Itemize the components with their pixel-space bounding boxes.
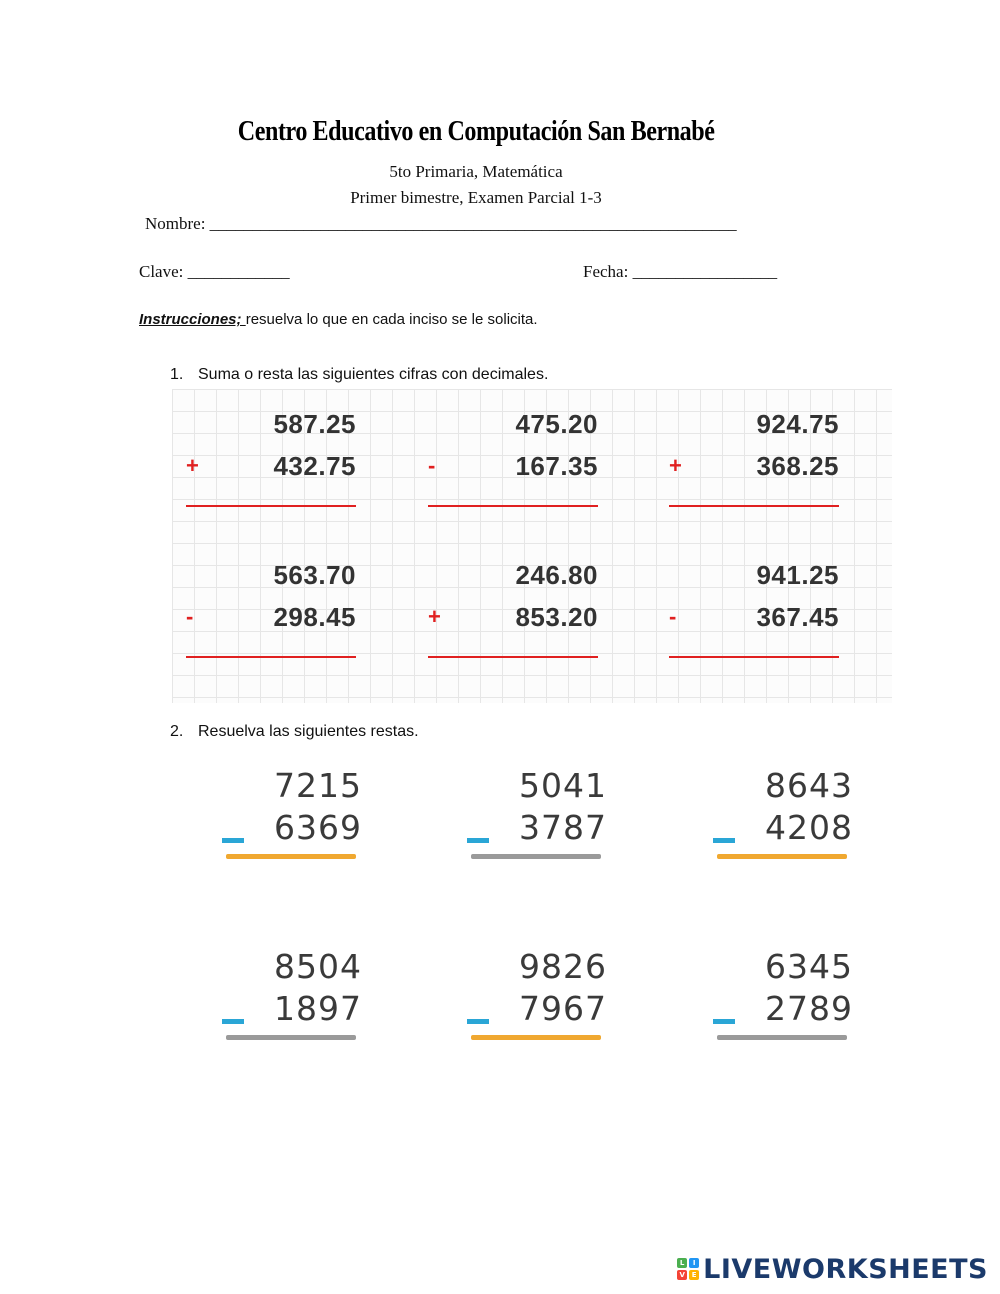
liveworksheets-logo-icon bbox=[677, 1258, 699, 1280]
answer-line bbox=[717, 854, 847, 859]
answer-line bbox=[226, 1035, 356, 1040]
minus-sign-icon bbox=[222, 838, 244, 843]
logo-block: V bbox=[677, 1270, 687, 1280]
decimal-problem-6-bottom: 367.45 bbox=[756, 602, 839, 632]
answer-line bbox=[186, 656, 356, 658]
subtraction-problem-4[interactable] bbox=[222, 947, 362, 1057]
subtraction-problem-6-top: 6345 bbox=[765, 947, 853, 986]
subtraction-problem-1[interactable] bbox=[222, 766, 362, 876]
question-1-number: 1. bbox=[170, 366, 184, 383]
instructions-text: resuelva lo que en cada inciso se le solicita. bbox=[245, 311, 538, 328]
decimal-problem-1[interactable] bbox=[186, 409, 386, 529]
logo-block: E bbox=[689, 1270, 699, 1280]
decimal-problem-3[interactable] bbox=[669, 409, 869, 529]
question-1 bbox=[170, 366, 548, 384]
question-2-number: 2. bbox=[170, 723, 184, 740]
minus-sign-icon bbox=[713, 1019, 735, 1024]
logo-block: I bbox=[689, 1258, 699, 1268]
minus-sign-icon bbox=[713, 838, 735, 843]
grade-subject: 5to Primaria, Matemática bbox=[389, 162, 563, 181]
liveworksheets-logo[interactable] bbox=[677, 1252, 988, 1286]
subtraction-problem-4-top: 8504 bbox=[274, 947, 362, 986]
school-title: Centro Educativo en Computación San Bernabé bbox=[237, 116, 715, 147]
exam-title: Primer bimestre, Examen Parcial 1-3 bbox=[350, 188, 602, 207]
subtraction-problem-3-bottom: 4208 bbox=[765, 808, 853, 847]
decimal-problem-3-top: 924.75 bbox=[756, 409, 839, 439]
answer-line bbox=[428, 505, 598, 507]
decimal-problem-5[interactable] bbox=[428, 560, 628, 680]
decimal-problem-4-bottom: 298.45 bbox=[273, 602, 356, 632]
answer-line bbox=[669, 505, 839, 507]
decimal-problem-2-bottom: 167.35 bbox=[515, 451, 598, 481]
decimal-problem-5-bottom: 853.20 bbox=[515, 602, 598, 632]
subtraction-problem-6[interactable] bbox=[713, 947, 853, 1057]
subtraction-problem-3[interactable] bbox=[713, 766, 853, 876]
subtraction-problem-2-top: 5041 bbox=[519, 766, 607, 805]
decimal-problem-4-top: 563.70 bbox=[273, 560, 356, 590]
subtraction-problem-5-bottom: 7967 bbox=[519, 989, 607, 1028]
decimal-problem-5-top: 246.80 bbox=[515, 560, 598, 590]
minus-sign-icon bbox=[467, 838, 489, 843]
answer-line bbox=[717, 1035, 847, 1040]
minus-sign: - bbox=[186, 604, 194, 629]
answer-line bbox=[226, 854, 356, 859]
subtraction-problem-5[interactable] bbox=[467, 947, 607, 1057]
fecha-field[interactable]: Fecha: _________________ bbox=[583, 262, 778, 281]
subtraction-problem-1-bottom: 6369 bbox=[274, 808, 362, 847]
logo-block: L bbox=[677, 1258, 687, 1268]
decimal-problem-6-top: 941.25 bbox=[756, 560, 839, 590]
plus-sign: + bbox=[428, 604, 441, 629]
subtraction-problem-2[interactable] bbox=[467, 766, 607, 876]
answer-line bbox=[428, 656, 598, 658]
subtraction-problem-5-top: 9826 bbox=[519, 947, 607, 986]
nombre-field[interactable]: Nombre: ______________________________________________________________ bbox=[145, 214, 737, 233]
instructions-label: Instrucciones; bbox=[139, 311, 246, 328]
subtraction-problem-4-bottom: 1897 bbox=[274, 989, 362, 1028]
decimal-problem-1-bottom: 432.75 bbox=[273, 451, 356, 481]
answer-line bbox=[471, 1035, 601, 1040]
minus-sign-icon bbox=[222, 1019, 244, 1024]
decimal-problem-1-top: 587.25 bbox=[273, 409, 356, 439]
answer-line bbox=[471, 854, 601, 859]
question-1-text: Suma o resta las siguientes cifras con decimales. bbox=[198, 366, 549, 383]
answer-line bbox=[669, 656, 839, 658]
decimal-problem-3-bottom: 368.25 bbox=[756, 451, 839, 481]
question-2 bbox=[170, 723, 419, 741]
decimal-problem-2-top: 475.20 bbox=[515, 409, 598, 439]
plus-sign: + bbox=[186, 453, 199, 478]
answer-line bbox=[186, 505, 356, 507]
liveworksheets-brand: LIVEWORKSHEETS bbox=[703, 1253, 988, 1285]
subtraction-problem-2-bottom: 3787 bbox=[519, 808, 607, 847]
decimal-problem-6[interactable] bbox=[669, 560, 869, 680]
minus-sign: - bbox=[428, 453, 436, 478]
plus-sign: + bbox=[669, 453, 682, 478]
minus-sign: - bbox=[669, 604, 677, 629]
clave-field[interactable]: Clave: ____________ bbox=[139, 262, 290, 281]
minus-sign-icon bbox=[467, 1019, 489, 1024]
subtraction-problem-3-top: 8643 bbox=[765, 766, 853, 805]
decimal-problem-4[interactable] bbox=[186, 560, 386, 680]
decimal-problem-2[interactable] bbox=[428, 409, 628, 529]
subtraction-problem-6-bottom: 2789 bbox=[765, 989, 853, 1028]
decimal-problems-grid bbox=[172, 389, 892, 703]
instructions bbox=[139, 311, 538, 328]
question-2-text: Resuelva las siguientes restas. bbox=[198, 723, 419, 740]
subtraction-problem-1-top: 7215 bbox=[274, 766, 362, 805]
